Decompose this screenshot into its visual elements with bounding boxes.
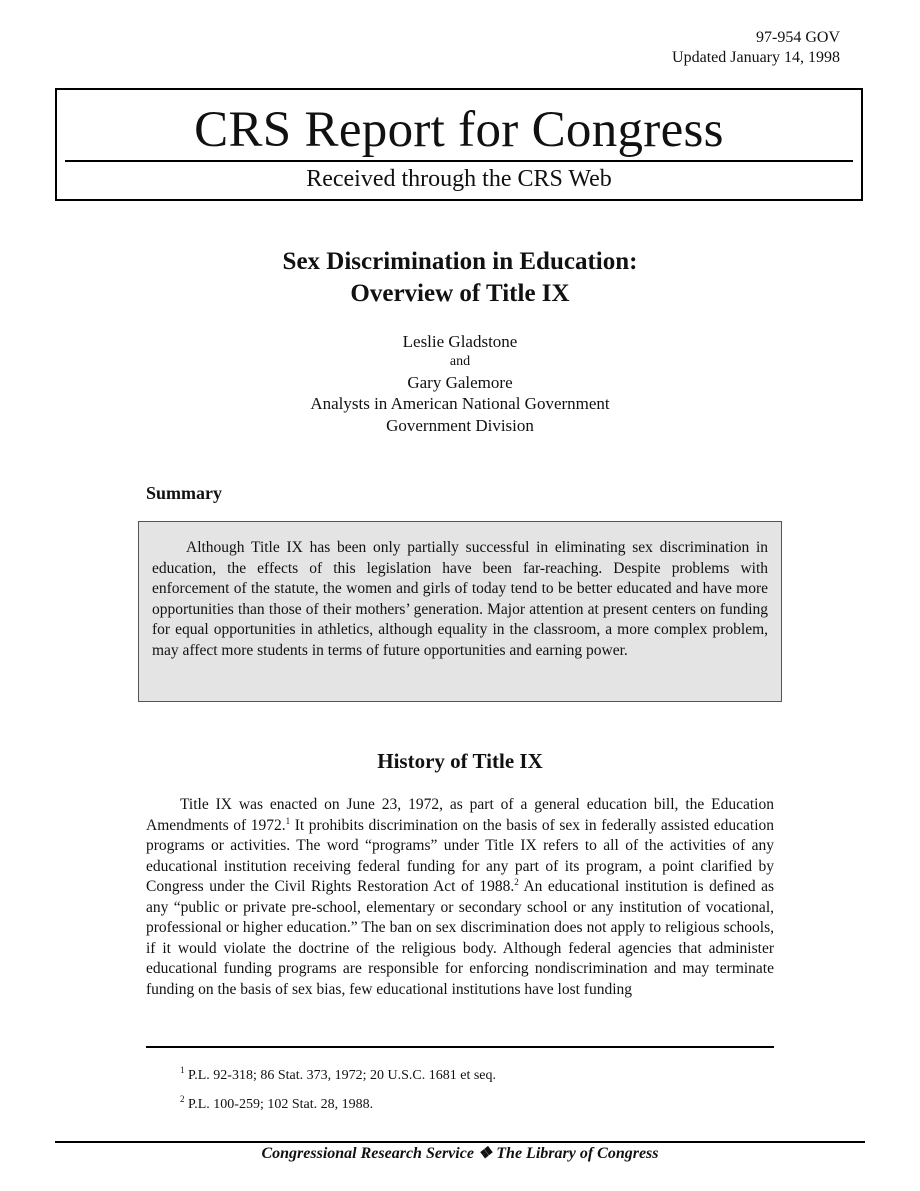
body-text-segment: Title IX was enacted on June 23, 1972, as part of a general education bill, the Education Amendments of 1972. (146, 796, 774, 834)
footnote-marker: 2 (180, 1094, 185, 1104)
summary-box (138, 521, 782, 702)
document-title (0, 246, 920, 310)
document-title-line1: Sex Discrimination in Education: (282, 248, 638, 275)
masthead-rule (65, 160, 853, 162)
summary-text: Although Title IX has been only partially successful in eliminating sex discrimination in education, the effects of this legislation have been far-reaching. Despite problems with enforcement of the statute, the women and girls of today tend to be better educated and have more opportunities than those of their mothers’ generation. Major attention at present centers on funding for equal opportunities in athletics, although equality in the classroom, a more complex problem, may affect more students in terms of future opportunities and earning power. (152, 539, 768, 659)
updated-date: Updated January 14, 1998 (672, 49, 840, 66)
footnote (180, 1066, 496, 1086)
masthead-title: CRS Report for Congress (194, 102, 724, 158)
body-text-segment: An educational institution is defined as any “public or private pre-school, elementary or secondary school or any institution of vocational, professional or higher education.” The ban on sex discrimination does not apply to religious schools, if it would violate the doctrine of the religious body. Although federal agencies that administer educational funding programs are responsible for enforcing nondiscrimination and may terminate funding on the basis of sex bias, few educational institutions have lost funding (146, 878, 775, 998)
report-meta (672, 28, 840, 68)
author-name: Leslie Gladstone (402, 332, 518, 351)
footer-text: Congressional Research Service ❖ The Library of Congress (261, 1145, 659, 1162)
footnote-reference: 2 (514, 877, 519, 887)
author-conjunction: and (449, 354, 471, 369)
author-role: Analysts in American National Government (310, 394, 610, 413)
author-division: Government Division (386, 416, 534, 435)
summary-heading: Summary (146, 483, 222, 503)
body-text (146, 795, 774, 1000)
section-heading: History of Title IX (377, 749, 543, 773)
masthead-subtitle: Received through the CRS Web (306, 166, 612, 192)
footnote-text: P.L. 100-259; 102 Stat. 28, 1988. (188, 1097, 374, 1112)
footnotes (180, 1066, 496, 1124)
footnote-separator (146, 1046, 774, 1048)
masthead (55, 88, 863, 201)
body-paragraph (146, 795, 774, 1000)
author-name: Gary Galemore (407, 373, 513, 392)
footnote-marker: 1 (180, 1065, 185, 1075)
footnote (180, 1095, 496, 1115)
document-title-line2: Overview of Title IX (350, 280, 570, 307)
author-block (0, 331, 920, 437)
footnote-reference: 1 (285, 815, 291, 826)
body-text-segment: It prohibits discrimination on the basis of sex in federally assisted education programs or activities. The word “programs” under Title IX refers to all of the activities of any educational institution receiving federal funding for any part of its program, a point clarified by Congress under the Civil Rights Restoration Act of 1988. (146, 816, 774, 895)
footnote-text: P.L. 92-318; 86 Stat. 373, 1972; 20 U.S.C. 1681 et seq. (188, 1068, 497, 1083)
report-number: 97-954 GOV (756, 29, 840, 46)
